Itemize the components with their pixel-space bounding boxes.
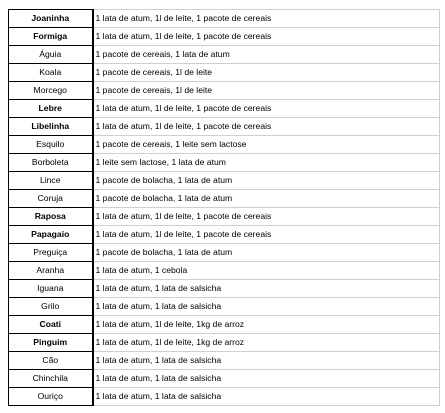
items-cell[interactable]: 1 pacote de cereais, 1 lata de atum <box>93 46 440 64</box>
items-cell[interactable]: 1 lata de atum, 1 lata de salsicha <box>93 280 440 298</box>
table-row <box>9 226 440 244</box>
items-cell[interactable]: 1 lata de atum, 1 lata de salsicha <box>93 298 440 316</box>
spreadsheet-grid <box>8 9 439 406</box>
table-body <box>9 10 440 406</box>
group-name-cell[interactable]: Iguana <box>9 280 93 298</box>
items-cell[interactable]: 1 lata de atum, 1 cebola <box>93 262 440 280</box>
table-row <box>9 388 440 406</box>
table-row <box>9 154 440 172</box>
group-name-cell[interactable]: Chinchila <box>9 370 93 388</box>
items-cell[interactable]: 1 pacote de bolacha, 1 lata de atum <box>93 244 440 262</box>
items-cell[interactable]: 1 pacote de bolacha, 1 lata de atum <box>93 172 440 190</box>
group-name-cell[interactable]: Papagaio <box>9 226 93 244</box>
items-cell[interactable]: 1 lata de atum, 1l de leite, 1 pacote de cereais <box>93 208 440 226</box>
items-cell[interactable]: 1 lata de atum, 1l de leite, 1 pacote de cereais <box>93 28 440 46</box>
table-row <box>9 46 440 64</box>
table-row <box>9 172 440 190</box>
table-row <box>9 262 440 280</box>
items-cell[interactable]: 1 pacote de cereais, 1l de leite <box>93 64 440 82</box>
group-name-cell[interactable]: Joaninha <box>9 10 93 28</box>
group-name-cell[interactable]: Borboleta <box>9 154 93 172</box>
items-cell[interactable]: 1 lata de atum, 1l de leite, 1 pacote de cereais <box>93 100 440 118</box>
group-name-cell[interactable]: Pinguim <box>9 334 93 352</box>
table-row <box>9 118 440 136</box>
group-name-cell[interactable]: Morcego <box>9 82 93 100</box>
table-row <box>9 136 440 154</box>
table-row <box>9 370 440 388</box>
table-row <box>9 208 440 226</box>
items-cell[interactable]: 1 pacote de bolacha, 1 lata de atum <box>93 190 440 208</box>
groups-table <box>8 9 440 406</box>
table-row <box>9 334 440 352</box>
table-row <box>9 244 440 262</box>
group-name-cell[interactable]: Esquilo <box>9 136 93 154</box>
table-row <box>9 280 440 298</box>
items-cell[interactable]: 1 pacote de cereais, 1 leite sem lactose <box>93 136 440 154</box>
items-cell[interactable]: 1 lata de atum, 1 lata de salsicha <box>93 388 440 406</box>
group-name-cell[interactable]: Coruja <box>9 190 93 208</box>
table-row <box>9 316 440 334</box>
group-name-cell[interactable]: Preguiça <box>9 244 93 262</box>
group-name-cell[interactable]: Aranha <box>9 262 93 280</box>
group-name-cell[interactable]: Grilo <box>9 298 93 316</box>
items-cell[interactable]: 1 lata de atum, 1l de leite, 1 pacote de cereais <box>93 10 440 28</box>
table-row <box>9 82 440 100</box>
table-row <box>9 64 440 82</box>
table-row <box>9 28 440 46</box>
group-name-cell[interactable]: Formiga <box>9 28 93 46</box>
group-name-cell[interactable]: Koala <box>9 64 93 82</box>
items-cell[interactable]: 1 lata de atum, 1 lata de salsicha <box>93 370 440 388</box>
group-name-cell[interactable]: Coati <box>9 316 93 334</box>
items-cell[interactable]: 1 lata de atum, 1l de leite, 1kg de arroz <box>93 334 440 352</box>
table-row <box>9 298 440 316</box>
group-name-cell[interactable]: Águia <box>9 46 93 64</box>
group-name-cell[interactable]: Lince <box>9 172 93 190</box>
table-row <box>9 190 440 208</box>
table-row <box>9 352 440 370</box>
group-name-cell[interactable]: Raposa <box>9 208 93 226</box>
items-cell[interactable]: 1 pacote de cereais, 1l de leite <box>93 82 440 100</box>
table-row <box>9 10 440 28</box>
items-cell[interactable]: 1 leite sem lactose, 1 lata de atum <box>93 154 440 172</box>
items-cell[interactable]: 1 lata de atum, 1l de leite, 1 pacote de cereais <box>93 226 440 244</box>
group-name-cell[interactable]: Libelinha <box>9 118 93 136</box>
group-name-cell[interactable]: Cão <box>9 352 93 370</box>
group-name-cell[interactable]: Lebre <box>9 100 93 118</box>
group-name-cell[interactable]: Ouriço <box>9 388 93 406</box>
items-cell[interactable]: 1 lata de atum, 1l de leite, 1kg de arroz <box>93 316 440 334</box>
table-row <box>9 100 440 118</box>
items-cell[interactable]: 1 lata de atum, 1 lata de salsicha <box>93 352 440 370</box>
items-cell[interactable]: 1 lata de atum, 1l de leite, 1 pacote de cereais <box>93 118 440 136</box>
